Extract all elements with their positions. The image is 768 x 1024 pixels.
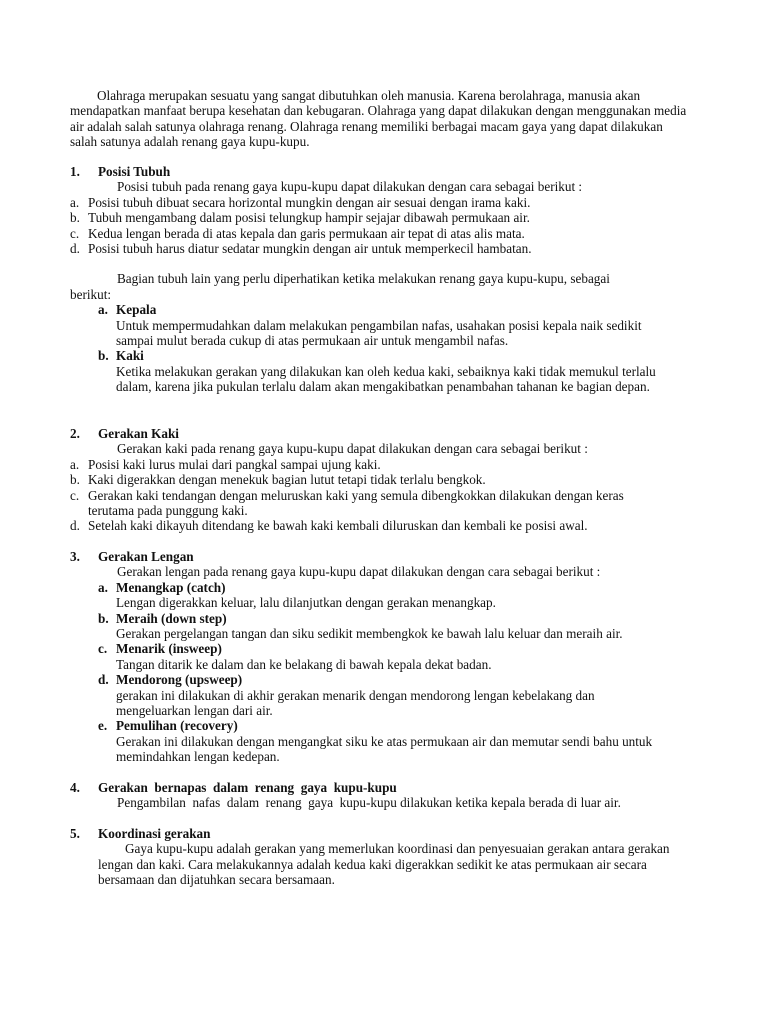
sub-title: Menarik (insweep) xyxy=(116,641,222,657)
subsection-catch xyxy=(70,580,700,611)
sub-marker: a. xyxy=(98,302,108,318)
section-number: 5. xyxy=(70,826,80,841)
section-bernapas xyxy=(70,780,700,811)
sub-body: Gerakan ini dilakukan dengan mengangkat siku ke atas permukaan air dan memutar sendi bahu untuk memindahkan lengan kedepan. xyxy=(116,733,653,765)
list-text: Setelah kaki dikayuh ditendang ke bawah kaki kembali diluruskan dan kembali ke posisi awal. xyxy=(88,518,588,534)
sub-body: gerakan ini dilakukan di akhir gerakan menarik dengan mendorong lengan kebelakang dan mengeluarkan lengan dari air. xyxy=(116,687,595,719)
sub-title: Kepala xyxy=(116,302,157,318)
section-number: 2. xyxy=(70,426,80,441)
section-heading xyxy=(70,826,700,841)
section-lead: Pengambilan nafas dalam renang gaya kupu-kupu dilakukan ketika kepala berada di luar air. xyxy=(117,795,621,811)
section-posisi-tubuh xyxy=(70,164,700,395)
section-lead: Posisi tubuh pada renang gaya kupu-kupu dapat dilakukan dengan cara sebagai berikut : xyxy=(117,179,583,195)
list-text: Kedua lengan berada di atas kepala dan garis permukaan air tepat di atas alis mata. xyxy=(88,225,525,241)
section-paragraph: Gaya kupu-kupu adalah gerakan yang memerlukan koordinasi dan penyesuaian gerakan antara gerakan lengan dan kaki. Cara melakukannya adalah kedua kaki digerakkan sedikit ke atas permukaan air secara bersamaan dan dijatuhkan secara bersamaan. xyxy=(98,841,670,888)
intro-paragraph: Olahraga merupakan sesuatu yang sangat dibutuhkan oleh manusia. Karena berolahraga, manusia akan mendapatkan manfaat berupa kesehatan dan kebugaran. Olahraga yang dapat dilakukan dengan menggunakan media air adalah salah satunya olahraga renang. Olahraga renang memiliki berbagai macam gaya yang dapat dilakukan salah satunya adalah renang gaya kupu-kupu. xyxy=(70,88,687,150)
list-text: Kaki digerakkan dengan menekuk bagian lutut tetapi tidak terlalu bengkok. xyxy=(88,472,486,488)
section-title: Gerakan Lengan xyxy=(98,549,194,564)
sub-marker: b. xyxy=(98,348,109,364)
list-text: Posisi tubuh harus diatur sedatar mungkin dengan air untuk memperkecil hambatan. xyxy=(88,241,532,257)
list-marker: a. xyxy=(70,456,80,472)
sub-body: Gerakan pergelangan tangan dan siku sedikit membengkok ke bawah lalu keluar dan meraih air. xyxy=(116,626,623,642)
sub-title: Kaki xyxy=(116,348,144,364)
list-marker: c. xyxy=(70,487,80,503)
section-number: 3. xyxy=(70,549,80,564)
subsection-recovery xyxy=(70,718,700,764)
section-number: 1. xyxy=(70,164,80,179)
subsection-insweep xyxy=(70,641,700,672)
subsection-down-step xyxy=(70,611,700,642)
list-item xyxy=(70,241,700,256)
list-text: Gerakan kaki tendangan dengan meluruskan kaki yang semula dibengkokkan dilakukan dengan keras terutama pada punggung kaki. xyxy=(88,487,624,519)
section-heading xyxy=(70,549,700,564)
sub-marker: e. xyxy=(98,718,108,734)
list-item xyxy=(70,210,700,225)
sub-title: Meraih (down step) xyxy=(116,610,227,626)
list-marker: c. xyxy=(70,225,80,241)
sub-body: Ketika melakukan gerakan yang dilakukan kan oleh kedua kaki, sebaiknya kaki tidak memukul terlalu dalam, karena jika pukulan terlalu dalam akan mengakibatkan penambahan tahanan ke bagian depan. xyxy=(116,363,656,395)
section-title: Koordinasi gerakan xyxy=(98,826,211,841)
sub-body: Tangan ditarik ke dalam dan ke belakang di bawah kepala dekat badan. xyxy=(116,656,492,672)
sub-marker: c. xyxy=(98,641,108,657)
sub-body: Untuk mempermudahkan dalam melakukan pengambilan nafas, usahakan posisi kepala naik sedikit sampai mulut berada cukup di atas permukaan air untuk mengambil nafas. xyxy=(116,317,642,349)
section-gerakan-lengan xyxy=(70,549,700,765)
list-item xyxy=(70,488,700,519)
section-paragraph: Bagian tubuh lain yang perlu diperhatikan ketika melakukan renang gaya kupu-kupu, sebagai berikut: xyxy=(70,271,610,302)
subsection-upsweep xyxy=(70,672,700,718)
list-marker: b. xyxy=(70,210,80,226)
section-heading xyxy=(70,164,700,179)
list-item xyxy=(70,195,700,210)
list-marker: b. xyxy=(70,472,80,488)
section-koordinasi xyxy=(70,826,700,888)
list-text: Tubuh mengambang dalam posisi telungkup hampir sejajar dibawah permukaan air. xyxy=(88,210,530,226)
sub-marker: d. xyxy=(98,672,109,688)
list-item xyxy=(70,226,700,241)
section-lead: Gerakan kaki pada renang gaya kupu-kupu dapat dilakukan dengan cara sebagai berikut : xyxy=(117,441,588,457)
subsection-kaki xyxy=(70,348,700,394)
section-title: Gerakan bernapas dalam renang gaya kupu-kupu xyxy=(98,780,397,795)
list-text: Posisi tubuh dibuat secara horizontal mungkin dengan air sesuai dengan irama kaki. xyxy=(88,194,531,210)
subsection-kepala xyxy=(70,302,700,348)
list-text: Posisi kaki lurus mulai dari pangkal sampai ujung kaki. xyxy=(88,456,381,472)
sub-title: Mendorong (upsweep) xyxy=(116,672,243,688)
list-marker: d. xyxy=(70,518,80,534)
section-gerakan-kaki xyxy=(70,426,700,534)
sub-marker: b. xyxy=(98,610,109,626)
sub-marker: a. xyxy=(98,579,108,595)
list-item xyxy=(70,518,700,533)
section-lead: Gerakan lengan pada renang gaya kupu-kupu dapat dilakukan dengan cara sebagai berikut : xyxy=(117,564,601,580)
list-item xyxy=(70,472,700,487)
list-item xyxy=(70,457,700,472)
sub-title: Menangkap (catch) xyxy=(116,579,226,595)
section-heading xyxy=(70,780,700,795)
section-title: Posisi Tubuh xyxy=(98,164,171,179)
list-marker: d. xyxy=(70,241,80,257)
sub-body: Lengan digerakkan keluar, lalu dilanjutkan dengan gerakan menangkap. xyxy=(116,595,496,611)
section-number: 4. xyxy=(70,780,80,795)
list-marker: a. xyxy=(70,194,80,210)
section-heading xyxy=(70,426,700,441)
section-title: Gerakan Kaki xyxy=(98,426,179,441)
sub-title: Pemulihan (recovery) xyxy=(116,718,238,734)
